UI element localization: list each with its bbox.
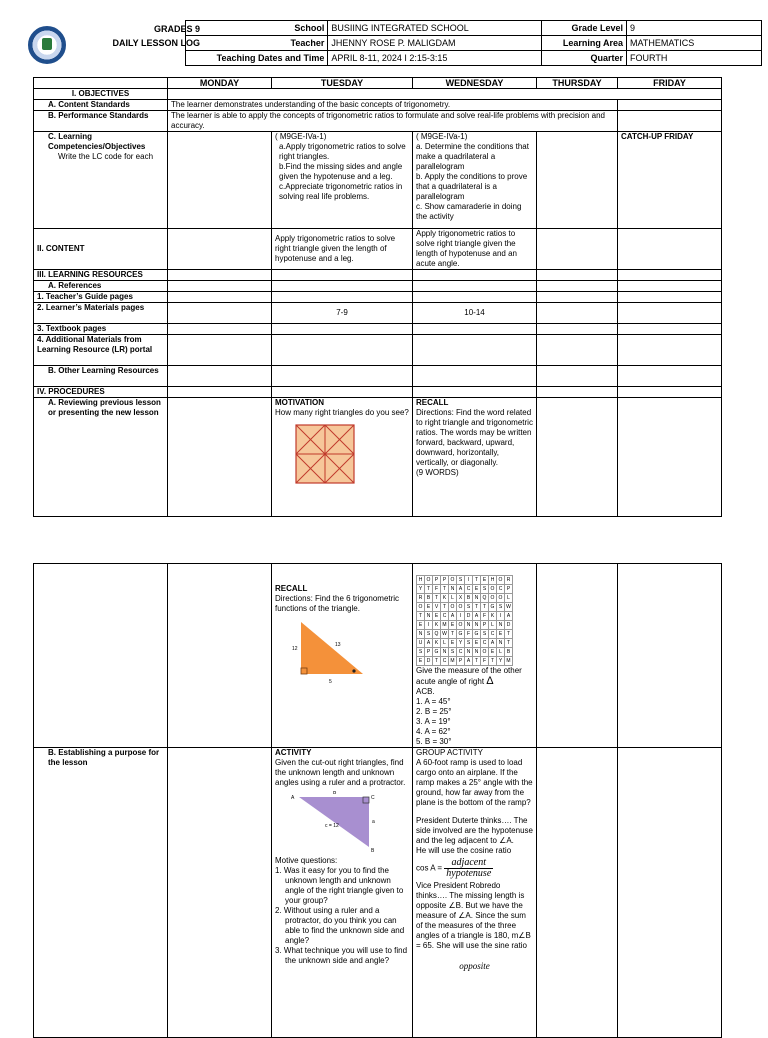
motive-question-1: 1. Was it easy for you to find the unknown length and unknown angle of the right triangle given to your group? xyxy=(275,866,404,905)
motive-question-2: 2. Without using a ruler and a protractor, do you think you can able to find the unknown side and angle? xyxy=(275,906,405,945)
word-grid-cell: O xyxy=(489,594,497,603)
word-grid-cell: P xyxy=(481,621,489,630)
orange-right-triangle xyxy=(291,620,371,686)
content-standards-label: A. Content Standards xyxy=(34,100,168,111)
triangle-acb-label: ACB. xyxy=(416,687,435,696)
word-grid-cell: C xyxy=(465,585,473,594)
learning-competencies-row xyxy=(34,132,722,229)
performance-standards-row xyxy=(34,111,722,132)
lesson-plan-table-continued xyxy=(33,563,722,1038)
learners-materials-row xyxy=(34,303,722,324)
word-grid-cell: S xyxy=(497,603,505,612)
word-grid-cell: E xyxy=(489,648,497,657)
word-grid-cell: T xyxy=(425,585,433,594)
word-grid-cell: A xyxy=(505,612,513,621)
word-grid-cell: L xyxy=(449,594,457,603)
additional-materials-row xyxy=(34,335,722,366)
wednesday-objectives xyxy=(413,132,537,229)
header-row-teacher xyxy=(186,36,762,51)
word-grid-cell: A xyxy=(449,612,457,621)
word-grid-cell: U xyxy=(417,639,425,648)
cosine-ratio-text: He will use the cosine ratio xyxy=(416,846,512,855)
side-12-label: 12 xyxy=(292,646,298,652)
word-grid-cell: K xyxy=(489,612,497,621)
word-grid-cell: F xyxy=(465,630,473,639)
word-grid-cell: I xyxy=(497,612,505,621)
grades-label: GRADES 9 xyxy=(153,24,200,34)
recall-continued-row xyxy=(34,564,722,748)
wednesday-wordsearch xyxy=(413,564,537,748)
word-grid-cell: T xyxy=(481,603,489,612)
word-grid-cell: A xyxy=(425,639,433,648)
angle-item-3: 3. A = 19° xyxy=(416,717,451,726)
word-grid-cell: N xyxy=(417,630,425,639)
word-grid-cell: N xyxy=(497,621,505,630)
side-a-label: a xyxy=(372,819,375,825)
group-activity-title: GROUP ACTIVITY xyxy=(416,748,483,757)
word-grid-cell: G xyxy=(489,603,497,612)
word-grid-cell: N xyxy=(473,621,481,630)
quarter-value: FOURTH xyxy=(627,51,762,66)
word-grid-cell: S xyxy=(417,648,425,657)
word-grid-cell: O xyxy=(489,585,497,594)
word-grid-cell: E xyxy=(425,603,433,612)
word-search-grid xyxy=(416,575,513,666)
word-grid-cell: M xyxy=(506,658,511,664)
word-grid-cell: C xyxy=(497,585,505,594)
word-grid-cell: L xyxy=(441,639,449,648)
word-grid-cell: T xyxy=(505,630,513,639)
learners-materials-label: 2. Learner’s Materials pages xyxy=(34,303,168,324)
tuesday-motivation xyxy=(272,398,413,517)
activity-title: ACTIVITY xyxy=(275,748,312,757)
group-activity-problem: A 60-foot ramp is used to load cargo onto an airplane. If the ramp makes a 25° angle with the ground, how far away from the plane is the bottom of the ramp? xyxy=(416,758,533,807)
word-grid-cell: P xyxy=(457,657,465,666)
word-grid-cell: P xyxy=(505,585,513,594)
reviewing-label: A. Reviewing previous lesson or presenting the new lesson xyxy=(34,398,168,517)
recall-directions: Directions: Find the word related to right triangle and trigonometric ratios. The words may be written forward, backward, upward, downward, horizontally, vertically, or diagonally. xyxy=(416,408,533,467)
word-grid-cell: R xyxy=(505,576,513,585)
teacher-label: Teacher xyxy=(186,36,328,51)
word-grid-cell: K xyxy=(441,594,449,603)
procedures-heading: IV. PROCEDURES xyxy=(34,387,168,398)
word-grid-cell: Y xyxy=(497,657,505,666)
word-grid-row xyxy=(417,648,513,657)
catch-up-friday-label: CATCH-UP FRIDAY xyxy=(618,132,722,229)
word-grid-cell: O xyxy=(425,576,433,585)
angle-item-1: 1. A = 45° xyxy=(416,697,451,706)
word-grid-cell: B xyxy=(425,594,433,603)
word-grid-cell: E xyxy=(449,639,457,648)
word-grid-cell: Q xyxy=(481,594,489,603)
wednesday-lm-pages: 10-14 xyxy=(413,303,537,324)
tuesday-activity xyxy=(272,748,413,1038)
word-grid-cell: W xyxy=(442,631,447,637)
day-monday: MONDAY xyxy=(168,78,272,89)
word-grid-cell: F xyxy=(433,585,441,594)
motivation-text: How many right triangles do you see? xyxy=(275,408,409,417)
establishing-purpose-row xyxy=(34,748,722,1038)
word-grid-cell: T xyxy=(473,657,481,666)
word-grid-cell: N xyxy=(441,648,449,657)
content-label: II. CONTENT xyxy=(34,229,168,270)
word-grid-cell: N xyxy=(425,612,433,621)
side-5-label: 5 xyxy=(329,679,332,685)
teachers-guide-label: 1. Teacher’s Guide pages xyxy=(34,292,168,303)
other-resources-row xyxy=(34,366,722,387)
textbook-label: 3. Textbook pages xyxy=(34,324,168,335)
word-grid-cell: E xyxy=(449,621,457,630)
word-grid-cell: H xyxy=(417,576,425,585)
quarter-label: Quarter xyxy=(541,51,626,66)
reviewing-row xyxy=(34,398,722,517)
word-grid-cell: F xyxy=(481,657,489,666)
word-grid-cell: V xyxy=(433,603,441,612)
sine-numerator: opposite xyxy=(459,961,490,971)
word-grid-cell: S xyxy=(481,585,489,594)
robredo-thinks: Vice President Robredo thinks…. The missing length is opposite ∠B. But we have the measure of ∠A. Since the sum of the measures of the three angles of a triangle is 180, m∠B = 65. She will use the sine ratio xyxy=(416,881,531,950)
recall-word-count: (9 WORDS) xyxy=(416,468,459,477)
word-grid-cell: E xyxy=(473,585,481,594)
content-standards-text: The learner demonstrates understanding of the basic concepts of trigonometry. xyxy=(168,100,618,111)
word-grid-row xyxy=(417,630,513,639)
wednesday-lc-code: ( M9GE-IVa-1) xyxy=(416,132,468,141)
word-grid-cell: E xyxy=(497,630,505,639)
tuesday-objective-c: c.Appreciate trigonometric ratios in solving real life problems. xyxy=(279,182,403,201)
word-grid-row xyxy=(417,639,513,648)
word-grid-cell: O xyxy=(417,603,425,612)
word-grid-cell: C xyxy=(489,630,497,639)
word-grid-cell: A xyxy=(473,612,481,621)
wednesday-objective-a: a. Determine the conditions that make a quadrilateral a parallelogram xyxy=(416,142,529,171)
word-grid-cell: O xyxy=(457,621,465,630)
angle-item-5: 5. B = 30° xyxy=(416,737,452,746)
word-grid-cell: X xyxy=(457,594,465,603)
word-grid-cell: N xyxy=(465,621,473,630)
word-grid-cell: T xyxy=(473,576,481,585)
word-grid-row xyxy=(417,576,513,585)
vertex-b-label: B xyxy=(371,848,375,853)
day-wednesday: WEDNESDAY xyxy=(413,78,537,89)
word-grid-cell: O xyxy=(497,594,505,603)
motivation-title: MOTIVATION xyxy=(275,398,325,407)
day-tuesday: TUESDAY xyxy=(272,78,413,89)
tuesday-objectives xyxy=(272,132,413,229)
word-grid-cell: O xyxy=(457,603,465,612)
grade-level-value: 9 xyxy=(627,21,762,36)
word-grid-cell: T xyxy=(489,657,497,666)
purple-right-triangle xyxy=(289,791,379,853)
word-grid-cell: O xyxy=(497,576,505,585)
side-b-label: B xyxy=(333,791,337,796)
word-grid-cell: P xyxy=(441,576,449,585)
tuesday-lc-code: ( M9GE-IVa-1) xyxy=(275,132,327,141)
vertex-a-label: A xyxy=(291,795,295,801)
word-grid-cell: C xyxy=(441,657,449,666)
motive-questions-title: Motive questions: xyxy=(275,856,338,865)
grade-level-label: Grade Level xyxy=(541,21,626,36)
content-standards-row xyxy=(34,100,722,111)
word-grid-cell: K xyxy=(433,621,441,630)
word-grid-cell: S xyxy=(425,630,433,639)
word-grid-cell: S xyxy=(481,630,489,639)
lesson-plan-table xyxy=(33,77,722,517)
teacher-value: JHENNY ROSE P. MALIGDAM xyxy=(328,36,541,51)
word-grid-cell: Y xyxy=(417,585,425,594)
cos-denominator: hypotenuse xyxy=(446,868,492,879)
dates-label: Teaching Dates and Time xyxy=(186,51,328,66)
word-grid-cell: O xyxy=(481,648,489,657)
word-grid-cell: T xyxy=(449,630,457,639)
performance-standards-label: B. Performance Standards xyxy=(34,111,168,132)
word-grid-cell: F xyxy=(481,612,489,621)
textbook-row xyxy=(34,324,722,335)
learning-resources-row xyxy=(34,270,722,281)
daily-lesson-log-label: DAILY LESSON LOG xyxy=(112,38,200,48)
tuesday-recall xyxy=(272,564,413,748)
side-c-label: c = 12 xyxy=(325,823,339,829)
word-grid-cell: A xyxy=(457,585,465,594)
word-grid-cell: M xyxy=(450,658,455,664)
tuesday-recall-title: RECALL xyxy=(275,584,308,593)
word-grid-cell: N xyxy=(473,648,481,657)
word-grid-cell: E xyxy=(433,612,441,621)
word-grid-cell: T xyxy=(417,612,425,621)
header-title xyxy=(70,22,200,50)
word-grid-cell: C xyxy=(441,612,449,621)
word-grid-row xyxy=(417,585,513,594)
establishing-purpose-label: B. Establishing a purpose for the lesson xyxy=(34,748,168,1038)
lc-code-note: Write the LC code for each xyxy=(58,152,154,161)
word-grid-row xyxy=(417,657,513,666)
word-grid-cell: T xyxy=(473,603,481,612)
duterte-thinks: President Duterte thinks…. The side involved are the hypotenuse and the leg adjacent to ∠A. xyxy=(416,816,533,845)
word-grid-cell: N xyxy=(473,594,481,603)
additional-materials-label: 4. Additional Materials from Learning Resource (LR) portal xyxy=(34,335,168,366)
wednesday-objective-c: c. Show camaraderie in doing the activity xyxy=(416,202,522,221)
word-grid-cell: R xyxy=(417,594,425,603)
word-grid-cell: P xyxy=(433,576,441,585)
word-grid-cell: K xyxy=(433,639,441,648)
word-grid-cell: E xyxy=(473,639,481,648)
word-grid-cell: L xyxy=(489,621,497,630)
give-measure-text: Give the measure of the other acute angle of right xyxy=(416,666,522,686)
lesson-log-header xyxy=(20,20,762,67)
other-resources-label: B. Other Learning Resources xyxy=(34,366,168,387)
header-row-school xyxy=(186,21,762,36)
word-grid-cell: W xyxy=(506,604,511,610)
teachers-guide-row xyxy=(34,292,722,303)
tuesday-objective-b: b.Find the missing sides and angle given the hypotenuse and a leg. xyxy=(279,162,403,181)
day-friday: FRIDAY xyxy=(618,78,722,89)
day-header-row xyxy=(34,78,722,89)
tuesday-objective-a: a.Apply trigonometric ratios to solve right triangles. xyxy=(279,142,406,161)
word-grid-cell: D xyxy=(505,621,513,630)
learning-area-label: Learning Area xyxy=(541,36,626,51)
word-grid-row xyxy=(417,603,513,612)
word-grid-cell: N xyxy=(497,639,505,648)
learning-competencies-cell xyxy=(34,132,168,229)
word-grid-cell: S xyxy=(449,648,457,657)
word-grid-row xyxy=(417,621,513,630)
word-grid-cell: Y xyxy=(457,639,465,648)
cos-lhs: cos A = xyxy=(416,863,443,873)
school-label: School xyxy=(186,21,328,36)
word-grid-cell: T xyxy=(441,585,449,594)
word-grid-cell: O xyxy=(449,603,457,612)
procedures-row xyxy=(34,387,722,398)
word-grid-cell: C xyxy=(457,648,465,657)
word-grid-cell: A xyxy=(465,657,473,666)
word-grid-cell: B xyxy=(505,648,513,657)
word-grid-cell: M xyxy=(442,622,447,628)
word-grid-cell: E xyxy=(417,621,425,630)
header-row-dates xyxy=(186,51,762,66)
learning-resources-heading: III. LEARNING RESOURCES xyxy=(34,270,168,281)
references-row xyxy=(34,281,722,292)
references-label: A. References xyxy=(34,281,168,292)
activity-text: Given the cut-out right triangles, find the unknown length and unknown angles using a ruler and a protractor. xyxy=(275,758,406,787)
word-grid-cell: I xyxy=(457,612,465,621)
word-grid-cell: N xyxy=(465,648,473,657)
cosine-formula xyxy=(416,858,533,879)
day-thursday: THURSDAY xyxy=(537,78,618,89)
word-grid-cell: D xyxy=(465,612,473,621)
word-grid-cell: S xyxy=(457,576,465,585)
word-grid-cell: G xyxy=(433,648,441,657)
word-grid-cell: T xyxy=(505,639,513,648)
word-grid-cell: I xyxy=(465,576,473,585)
word-grid-cell: E xyxy=(481,576,489,585)
word-grid-cell: E xyxy=(417,657,425,666)
word-grid-cell: L xyxy=(497,648,505,657)
word-grid-row xyxy=(417,594,513,603)
word-grid-cell: H xyxy=(489,576,497,585)
right-triangles-figure xyxy=(295,424,355,484)
word-grid-cell: Q xyxy=(433,630,441,639)
tuesday-content: Apply trigonometric ratios to solve right triangle given the length of hypotenuse and a leg. xyxy=(272,229,413,270)
word-grid-cell: D xyxy=(425,657,433,666)
word-grid-cell: G xyxy=(473,630,481,639)
wednesday-content: Apply trigonometric ratios to solve right triangle given the length of hypotenuse and an acute angle. xyxy=(413,229,537,270)
word-grid-cell: P xyxy=(425,648,433,657)
word-grid-cell: L xyxy=(505,594,513,603)
header-info-table xyxy=(185,20,762,66)
word-grid-cell: A xyxy=(489,639,497,648)
dates-value: APRIL 8-11, 2024 I 2:15-3:15 xyxy=(328,51,541,66)
angle-item-2: 2. B = 25° xyxy=(416,707,452,716)
side-13-label: 13 xyxy=(335,642,341,648)
triangle-symbol: Δ xyxy=(486,675,494,687)
school-value: BUSIING INTEGRATED SCHOOL xyxy=(328,21,541,36)
vertex-c-label: C xyxy=(371,795,375,801)
word-grid-cell: T xyxy=(433,657,441,666)
wednesday-objective-b: b. Apply the conditions to prove that a quadrilateral is a parallelogram xyxy=(416,172,528,201)
word-grid-cell: S xyxy=(465,639,473,648)
tuesday-recall-directions: Directions: Find the 6 trigonometric functions of the triangle. xyxy=(275,594,400,613)
wednesday-group-activity xyxy=(413,748,537,1038)
objectives-heading: I. OBJECTIVES xyxy=(34,89,168,100)
deped-seal-icon xyxy=(28,26,66,64)
word-grid-cell: T xyxy=(441,603,449,612)
word-grid-cell: N xyxy=(449,585,457,594)
content-row xyxy=(34,229,722,270)
word-grid-cell: S xyxy=(465,603,473,612)
motive-question-3: 3. What technique you will use to find the unknown side and angle? xyxy=(275,946,408,965)
word-grid-row xyxy=(417,612,513,621)
wednesday-recall xyxy=(413,398,537,517)
recall-title: RECALL xyxy=(416,398,449,407)
angle-item-4: 4. A = 62° xyxy=(416,727,451,736)
word-grid-cell: C xyxy=(481,639,489,648)
learning-competencies-label: C. Learning Competencies/Objectives xyxy=(48,132,146,151)
objectives-row xyxy=(34,89,722,100)
tuesday-lm-pages: 7-9 xyxy=(272,303,413,324)
word-grid-cell: T xyxy=(433,594,441,603)
word-grid-cell: B xyxy=(465,594,473,603)
performance-standards-text: The learner is able to apply the concepts of trigonometric ratios to formulate and solve real-life problems with precision and accuracy. xyxy=(168,111,618,132)
word-grid-cell: I xyxy=(425,621,433,630)
cos-numerator: adjacent xyxy=(444,858,493,869)
learning-area-value: MATHEMATICS xyxy=(627,36,762,51)
word-grid-cell: G xyxy=(457,630,465,639)
word-grid-cell: O xyxy=(449,576,457,585)
